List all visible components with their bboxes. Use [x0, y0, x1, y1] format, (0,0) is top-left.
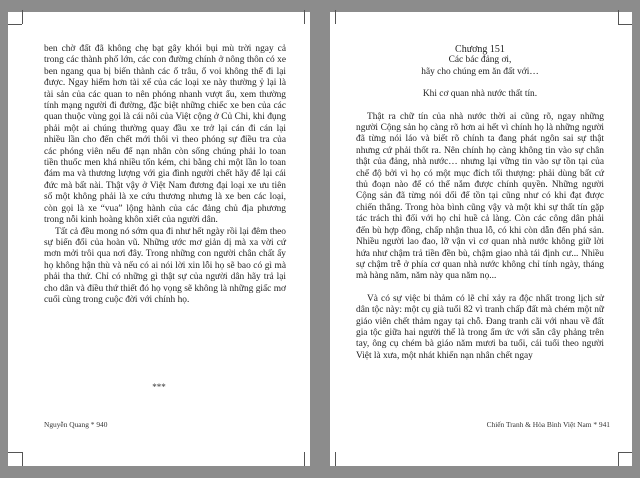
chapter-subtitle: Khi cơ quan nhà nước thất tín. — [422, 89, 538, 100]
right-paragraph-1: Thật ra chữ tín của nhà nước thời ai cũng rõ, ngay những người Cộng sản họ càng rõ hơn ai hết vì chính họ là những người đã từng nói láo và biết rõ chính ta đang phát ngôn sai sự thật nhưng cứ phải thốt ra. Nên chính họ càng không tin vào sự chân thật của đảng, nhà nước… nhưng lại vững tin vào sự tồn tại của chế độ bởi vì họ có một mục đích tối thượng: phải dùng bất cứ thủ đoạn nào để có thể nắm được chính quyền. Những người Cộng sản đã từng nói dối để tồn tại cũng như có khi đạt được chiến thắng. Trong hòa bình cũng vậy và một khi sự thất tín gặp tác trách thì đối với họ chỉ huề cả làng. Còn các công dân phải đến bù hợp đồng, chấp nhận thua lỗ, có khi còn dẫn đến phá sản. Nhiều người lao đao, lỡ vận vì cơ quan nhà nước không giữ lời hứa như chậm trả tiền đền bù, chậm giao nhà tái định cư... Nhiều sự chậm trễ ở phía cơ quan nhà nước không chỉ tính ngày, tháng mà hàng năm, năm này qua năm nọ... — [356, 111, 604, 282]
epigraph-line-1: Các bác đảng ơi, — [448, 55, 512, 66]
left-paragraph-1: ben chờ đất đã không chẹ bạt gây khói bụi mù trời ngay cả trong các thành phố lớn, các con đường chính ở nông thôn có xe ben ngang qua bị biến thành các ổ trâu, ổ voi không thể đi lại được. Ngay hiểm hơn tài xế của các loại xe này thường ỷ lại là tài sản của các quan to nên phóng nhanh vượt ẩu, xem thường tính mạng người đi đường, đặc biệt những chiếc xe ben của các quan thuộc vùng gọi là cái nôi của Việt cộng ở Củ Chi, khi đụng phải một ai chúng thường quay đầu xe trở lại cán đi cán lại nhiều lần cho đến chết mới thôi vì theo phóng sự điều tra của các phóng viên nếu để nạn nhân còn sống chúng phải lo toan tiền thuốc men khá nhiều tốn kém, chi bằng chi một lần lo toan đám ma và thương lượng với gia đình người chết hãy để lại cái đức mà bất nài. Thật vậy ở Việt Nam đương đại loại xe ưu tiên số một không phải là xe cứu thương nhưng là xe ben các loại, còn gọi là xe “vua” lộng hành của các đảng chủ địa phương trong nỗi kinh hoàng khôn xiết của người dân. — [44, 44, 286, 226]
crop-mark — [8, 452, 22, 453]
crop-mark — [304, 10, 305, 24]
crop-mark — [22, 452, 23, 466]
crop-mark — [618, 24, 632, 25]
crop-mark — [304, 452, 305, 466]
chapter-title: Chương 151 — [455, 44, 505, 55]
crop-mark — [22, 10, 23, 24]
epigraph-line-2: hãy cho chúng em ăn đất với… — [421, 66, 539, 77]
left-page-body — [44, 44, 286, 306]
left-paragraph-2: Tất cả đều mong nó sớm qua đi như hết ngày rồi lại đêm theo sự biến đổi của hoàn vũ. Những ước mơ giản dị mà xa vời cứ mơn mởi trôi qua nơi đây. Trong những con người chân chất ấy họ không hận thù và nếu có ai nói lời xin lỗi họ sẽ bao có gì mà phải tha thứ. Chỉ có những gì thật sự của người dân hãy trả lại cho dân và điều thứ thiết đó họ vọng sẽ không là những giấc mơ cuối cùng trong cuộc đời với chính họ. — [44, 226, 286, 305]
crop-mark — [618, 452, 632, 453]
right-paragraph-2: Và có sự việc bi thảm có lẽ chỉ xảy ra độc nhất trong lịch sử dân tộc này: một cụ già tuổi 82 vì tranh chấp đất mà chém một nữ giáo viên chết thảm ngay tại chỗ. Đang tranh cãi với nhau về đất gia tộc giữa hai người thế là trong ẩm ức với sẵn cây phảng trên tay, ông cụ chém bà giáo năm mươi ba tuổi, cái tuổi theo người Việt là xưa, một nhát khiến nạn nhân chết ngay — [356, 293, 604, 361]
section-separator: *** — [152, 382, 166, 392]
left-page-footer: Nguyễn Quang * 940 — [44, 420, 108, 429]
crop-mark — [335, 10, 336, 24]
crop-mark — [618, 452, 619, 466]
left-page — [8, 12, 310, 466]
crop-mark — [618, 10, 619, 24]
right-page-body — [356, 44, 604, 362]
crop-mark — [8, 24, 22, 25]
right-page — [330, 12, 632, 466]
crop-mark — [335, 452, 336, 466]
right-page-footer: Chiến Tranh & Hòa Bình Việt Nam * 941 — [486, 420, 610, 429]
